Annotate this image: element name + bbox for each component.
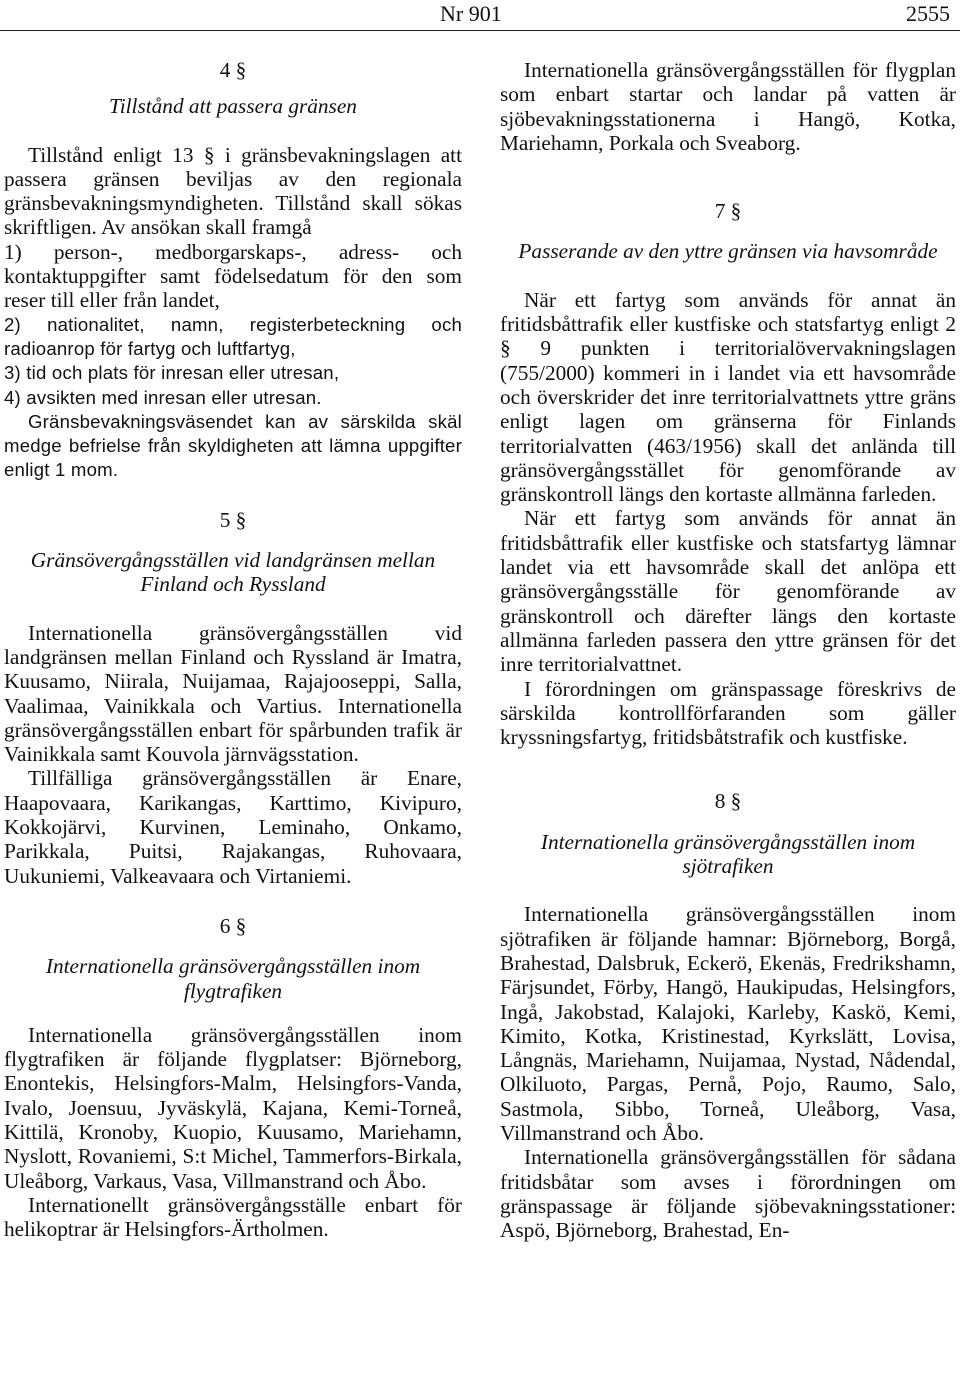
section-5-title: Gränsövergångsställen vid landgränsen mellan Finland och Ryssland <box>30 548 436 597</box>
page-number: 2555 <box>906 1 950 26</box>
section-7-para-2: När ett fartyg som används för annat än fritidsbåttrafik eller kustfiske och statsfartyg lämnar landet via ett havsområde skall det anlöpa ett gränsövergångsställe för genomförande av gränskontroll och därefter längs den kortaste allmänna farleden passera den yttre gränsen för det inre territorialvattnet. <box>500 506 956 677</box>
section-4-para-1: Tillstånd enligt 13 § i gränsbevakningslagen att passera gränsen beviljas av den regionala gränsbevakningsmyndigheten. Tillstånd skall sökas skriftligen. Av ansökan skall framgå <box>4 142 462 240</box>
section-4-number: 4 § <box>219 58 247 82</box>
section-6-para-2: Internationellt gränsövergångsställe enbart för helikoptrar är Helsingfors-Ärtholmen. <box>4 1192 462 1242</box>
section-7-para-3: I förordningen om gränspassage föreskrivs de särskilda kontrollförfaranden som gäller kryssningsfartyg, fritidsbåtstrafik och kustfiske. <box>500 676 956 750</box>
section-4-item-2: 2) nationalitet, namn, registerbeteckning och radioanrop för fartyg och luftfartyg, <box>4 313 462 359</box>
section-8-number: 8 § <box>714 789 742 814</box>
section-8-para-2: Internationella gränsövergångsställen för sådana fritidsbåtar som avses i förordningen om gränspassage är följande sjöbevakningsstationer: Aspö, Björneborg, Brahestad, En- <box>500 1145 956 1243</box>
section-8-para-1: Internationella gränsövergångsställen inom sjötrafiken är följande hamnar: Björneborg, Borgå, Brahestad, Dalsbruk, Eckerö, Ekenäs, Fredrikshamn, Färjsundet, Förby, Hangö, Haukipudas, Helsingfors, Ingå, Jakobstad, Kalajoki, Karleby, Kaskö, Kemi, Kimito, Kotka, Kristinestad, Kyrkslätt, Lovisa, Långnäs, Mariehamn, Nuijamaa, Nystad, Nådendal, Olkiluoto, Pargas, Pernå, Pojo, Raumo, Salo, Sastmola, Sibbo, Torneå, Uleåborg, Vasa, Villmanstrand och Åbo. <box>500 902 956 1145</box>
section-4-item-3: 3) tid och plats för inresan eller utresan, <box>4 362 340 384</box>
section-8-title: Internationella gränsövergångsställen inom sjötrafiken <box>540 829 916 879</box>
section-4-title: Tillstånd att passera gränsen <box>109 94 357 119</box>
section-4-para-2: Gränsbevakningsväsendet kan av särskilda skäl medge befrielse från skyldigheten att lämna uppgifter enligt 1 mom. <box>4 410 462 481</box>
section-5-para-2: Tillfälliga gränsövergångsställen är Enare, Haapovaara, Karikangas, Karttimo, Kivipuro, Kokkojärvi, Kurvinen, Leminaho, Onkamo, Parikkala, Puitsi, Rajakangas, Ruhovaara, Uukuniemi, Valkeavaara och Virtaniemi. <box>4 766 462 888</box>
section-5-para-1: Internationella gränsövergångsställen vid landgränsen mellan Finland och Ryssland är Imatra, Kuusamo, Niirala, Nuijamaa, Rajajooseppi, Salla, Vaalimaa, Vainikkala och Vartius. Internationella gränsövergångsställen enbart för spårbunden trafik är Vainikkala samt Kouvola järnvägsstation. <box>4 620 462 767</box>
section-7-para-1: När ett fartyg som används för annat än fritidsbåttrafik eller kustfiske och statsfartyg enligt 2 § 9 punkten i territorialövervakningslagen (755/2000) kommeri in i landet via ett havsområde och överskrider det inre territorialvattnets yttre gräns enligt lagen om gränserna för Finlands territorialvatten (463/1956) skall det anlända till gränsövergångsstället för genomförande av gränskontroll längs den kortaste allmänna farleden. <box>500 287 956 507</box>
left-column <box>4 58 462 1241</box>
right-column <box>500 58 956 1242</box>
issue-number: Nr 901 <box>440 1 502 26</box>
running-header <box>0 0 960 31</box>
section-7-title: Passerande av den yttre gränsen via havsområde <box>518 239 938 264</box>
section-6-para-1: Internationella gränsövergångsställen inom flygtrafiken är följande flygplatser: Björneborg, Enontekis, Helsingfors-Malm, Helsingfors-Vanda, Ivalo, Joensuu, Jyväskylä, Kajana, Kemi-Torneå, Kittilä, Kronoby, Kuopio, Kuusamo, Mariehamn, Nyslott, Rovaniemi, S:t Michel, Tammerfors-Birkala, Uleåborg, Varkaus, Vasa, Villmanstrand och Åbo. <box>4 1022 462 1193</box>
section-5-number: 5 § <box>219 507 247 532</box>
right-para-0: Internationella gränsövergångsställen för flygplan som enbart startar och landar på vatten är sjöbevakningsstationerna i Hangö, Kotka, Mariehamn, Porkala och Sveaborg. <box>500 58 956 155</box>
section-6-title: Internationella gränsövergångsställen inom flygtrafiken <box>45 954 421 1003</box>
section-7-number: 7 § <box>714 199 742 224</box>
section-4-item-1: 1) person-, medborgarskaps-, adress- och kontaktuppgifter samt födelsedatum för den som reser till eller från landet, <box>4 239 462 313</box>
section-4-item-4: 4) avsikten med inresan eller utresan. <box>4 386 322 408</box>
section-6-number: 6 § <box>219 913 247 938</box>
